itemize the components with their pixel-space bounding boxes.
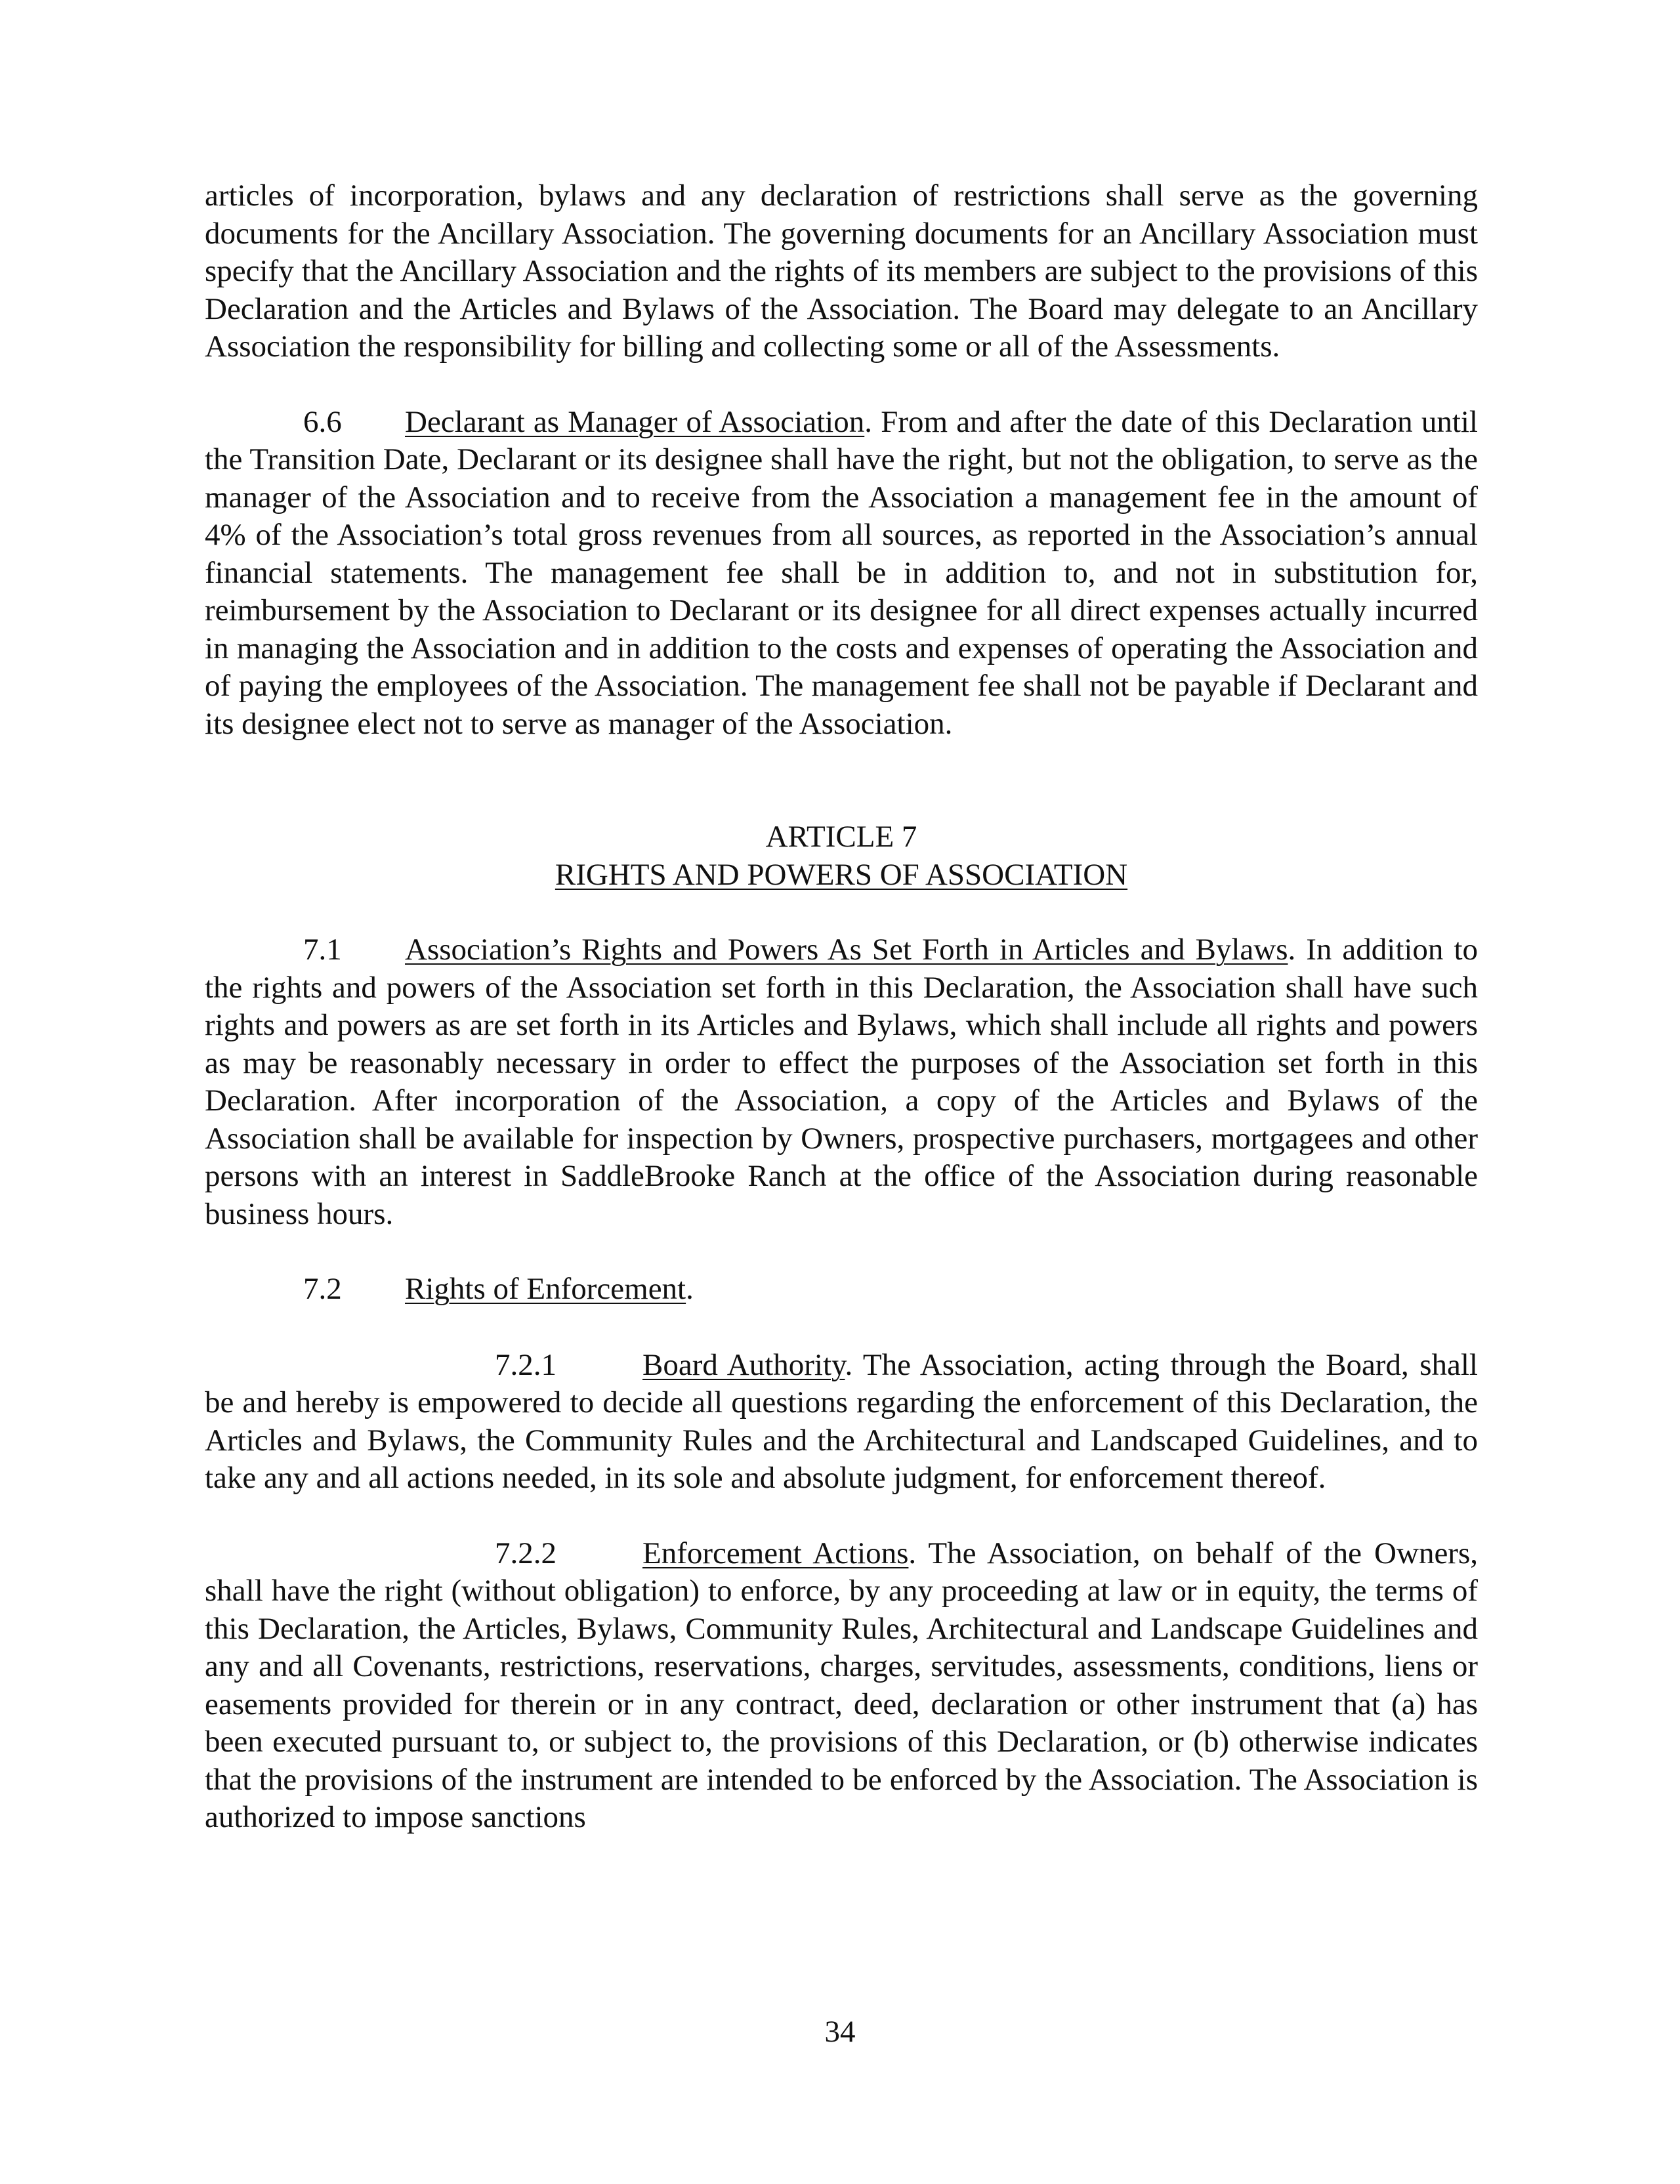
spacer: [205, 1498, 1478, 1535]
page-number: 34: [824, 2015, 856, 2049]
document-page: [205, 177, 1478, 1837]
section-number: 7.1: [303, 933, 342, 967]
section-number: 7.2.2: [495, 1536, 556, 1570]
paragraph-continuation: articles of incorporation, bylaws and any declaration of restrictions shall serve as the governing documents for the Ancillary Association. The governing documents for an Ancillary Association must specify that the Ancillary Association and the rights of its members are subject to the provisions of this Declaration and the Articles and Bylaws of the Association. The Board may delegate to an Ancillary Association the responsibility for billing and collecting some or all of the Assessments.: [205, 178, 1478, 364]
section-6-6: [205, 404, 1478, 744]
section-body: . From and after the date of this Declaration until the Transition Date, Declarant or its designee shall have the right, but not the obligation, to serve as the manager of the Association and to receive from the Association a management fee in the amount of 4% of the Association’s total gross revenues from all sources, as reported in the Association’s annual financial statements. The management fee shall be in addition to, and not in substitution for, reimbursement by the Association to Declarant or its designee for all direct expenses actually incurred in managing the Association and in addition to the costs and expenses of operating the Association and of paying the employees of the Association. The management fee shall not be payable if Declarant and its designee elect not to serve as manager of the Association.: [205, 404, 1478, 741]
section-7-2: [205, 1270, 1478, 1309]
article-number: ARTICLE 7: [765, 820, 917, 854]
section-7-2-1: [205, 1347, 1478, 1498]
section-7-1: [205, 931, 1478, 1233]
section-body: . The Association, on behalf of the Owners, shall have the right (without obligation) to enforce, by any proceeding at law or in equity, the terms of this Declaration, the Articles, Bylaws, Community Rules, Architectural and Landscape Guidelines and any and all Covenants, restrictions, reservations, charges, servitudes, assessments, conditions, liens or easements provided for therein or in any contract, deed, declaration or other instrument that (a) has been executed pursuant to, or subject to, the provisions of this Declaration, or (b) otherwise indicates that the provisions of the instrument are intended to be enforced by the Association. The Association is authorized to impose sanctions: [205, 1536, 1478, 1834]
section-number: 7.2: [303, 1272, 342, 1306]
spacer: [205, 1309, 1478, 1347]
section-body: . The Association, acting through the Board, shall be and hereby is empowered to decide all questions regarding the enforcement of this Declaration, the Articles and Bylaws, the Community Rules and the Architectural and Landscaped Guidelines, and to take any and all actions needed, in its sole and absolute judgment, for enforcement thereof.: [205, 1347, 1478, 1495]
article-title: [205, 856, 1478, 894]
spacer: [205, 366, 1478, 404]
spacer: [205, 1233, 1478, 1270]
section-body: .: [686, 1272, 694, 1306]
section-heading: Association’s Rights and Powers As Set Forth in Articles and Bylaws: [405, 933, 1288, 967]
section-7-2-2: [205, 1535, 1478, 1837]
article-title-text: RIGHTS AND POWERS OF ASSOCIATION: [555, 857, 1128, 892]
section-number: 7.2.1: [495, 1347, 556, 1382]
spacer: [205, 894, 1478, 931]
spacer: [205, 743, 1478, 818]
section-body: . In addition to the rights and powers of the Association set forth in this Declaration, the Association shall have such rights and powers as are set forth in its Articles and Bylaws, which shall include all rights and powers as may be reasonably necessary in order to effect the purposes of the Association set forth in this Declaration. After incorporation of the Association, a copy of the Articles and Bylaws of the Association shall be available for inspection by Owners, prospective purchasers, mortgagees and other persons with an interest in SaddleBrooke Ranch at the office of the Association during reasonable business hours.: [205, 933, 1478, 1231]
section-heading: Rights of Enforcement: [405, 1272, 686, 1306]
section-heading: Board Authority: [642, 1347, 845, 1382]
section-heading: Declarant as Manager of Association: [405, 404, 865, 439]
section-number: 6.6: [303, 404, 342, 439]
section-heading: Enforcement Actions: [642, 1536, 909, 1570]
